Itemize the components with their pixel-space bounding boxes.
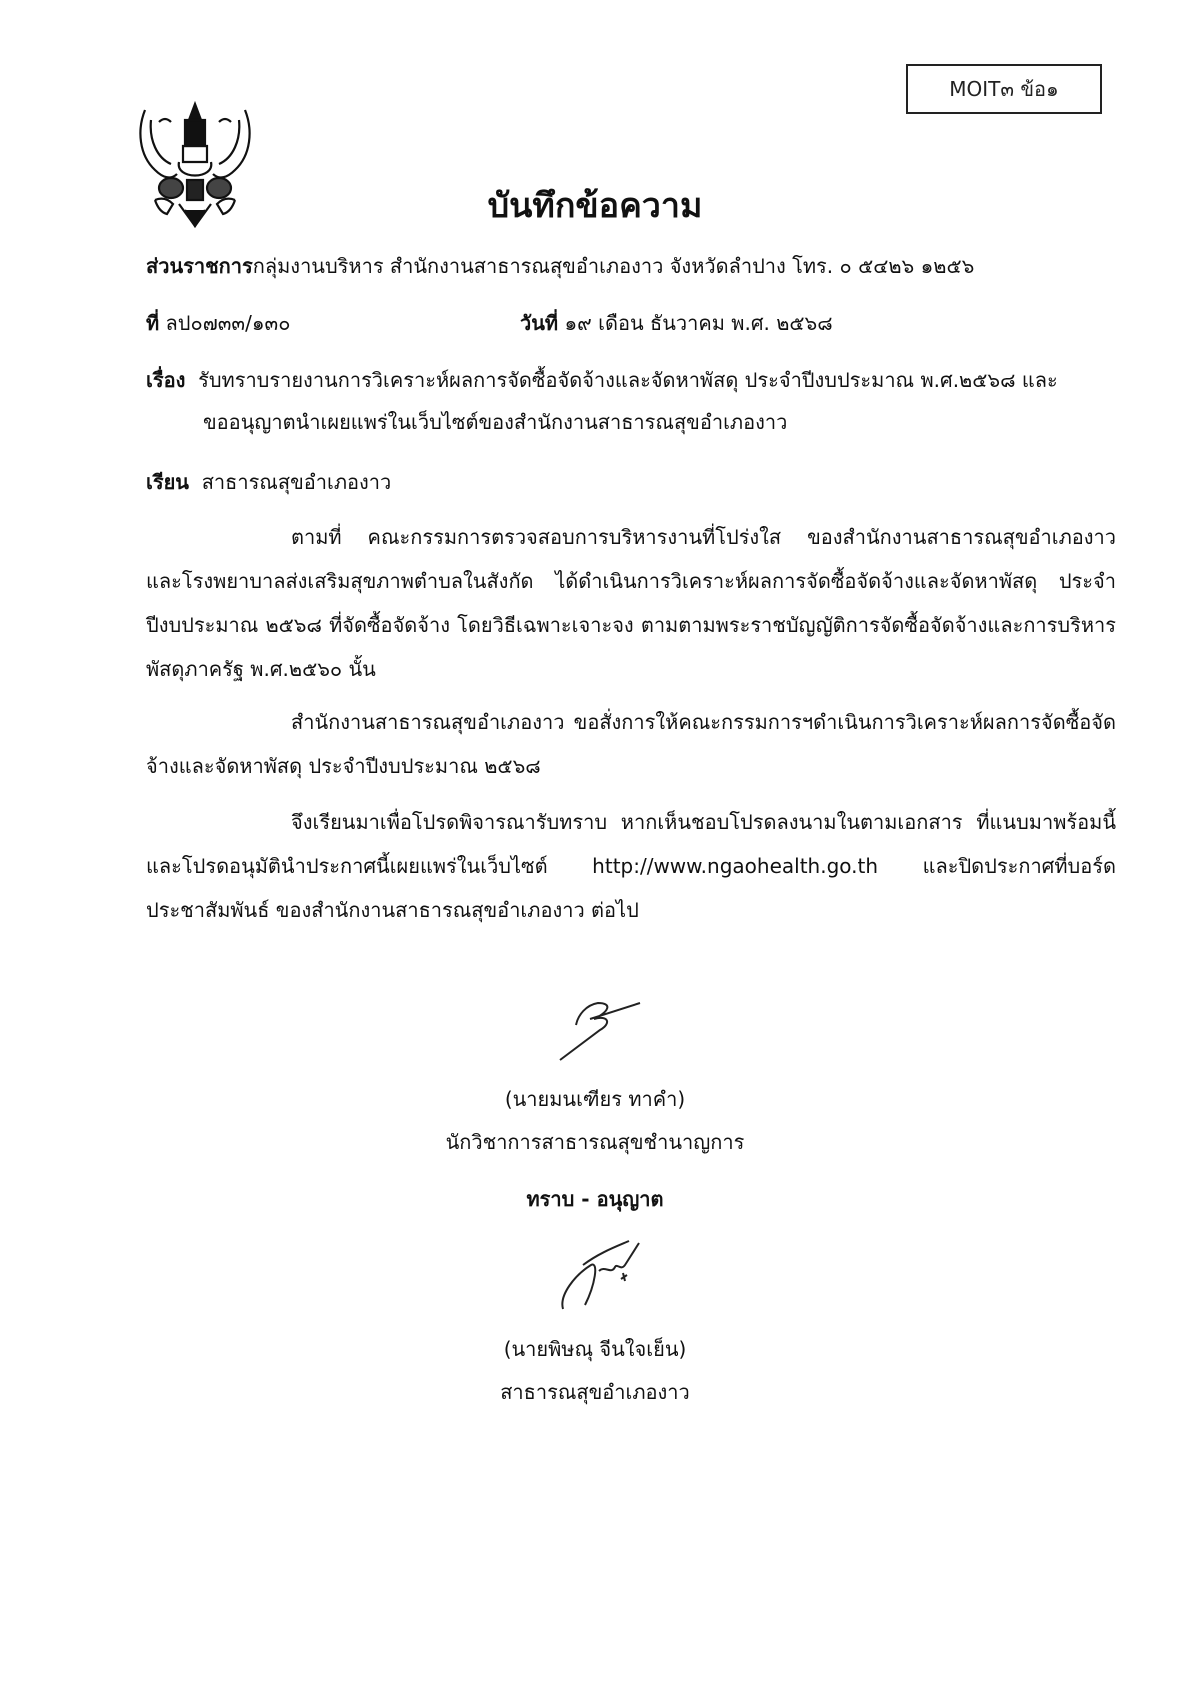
- page-title: บันทึกข้อความ: [487, 186, 703, 226]
- ref-number-label: ที่: [146, 311, 160, 335]
- body-paragraph-3: จึงเรียนมาเพื่อโปรดพิจารณารับทราบ หากเห็นชอบโปรดลงนามในตามเอกสาร ที่แนบมาพร้อมนี้ และโปรดอนุมัตินำประกาศนี้เผยแพร่ในเว็บไซต์ http://www.ngaohealth.go.th และปิดประกาศที่บอร์ดประชาสัมพันธ์ ของสำนักงานสาธารณสุขอำเภองาว ต่อไป: [146, 810, 1116, 922]
- date-line: [520, 307, 833, 339]
- ref-code-box: [906, 64, 1102, 114]
- signature-2-icon: [555, 1235, 655, 1315]
- ref-number-line: [146, 307, 290, 339]
- signature-1-icon: [550, 995, 650, 1065]
- signatory-2-name: (นายพิษณุ จีนใจเย็น): [503, 1337, 687, 1361]
- signatory-1-name: (นายมนเฑียร ทาคำ): [504, 1087, 686, 1111]
- date-value: ๑๙ เดือน ธันวาคม พ.ศ. ๒๕๖๘: [564, 311, 833, 335]
- ref-code: MOIT๓ ข้อ๑: [949, 77, 1059, 101]
- signatory-2-position: สาธารณสุขอำเภองาว: [500, 1380, 690, 1404]
- date-label: วันที่: [520, 311, 559, 335]
- subject-line: [146, 364, 1058, 396]
- department-label: ส่วนราชการ: [146, 254, 253, 278]
- approval-text: ทราบ - อนุญาต: [526, 1187, 664, 1211]
- body-paragraph-1: ตามที่ คณะกรรมการตรวจสอบการบริหารงานที่โปร่งใส ของสำนักงานสาธารณสุขอำเภองาว และโรงพยาบาลส่งเสริมสุขภาพตำบลในสังกัด ได้ดำเนินการวิเคราะห์ผลการจัดซื้อจัดจ้างและจัดหาพัสดุ ประจำปีงบประมาณ ๒๕๖๘ ที่จัดซื้อจัดจ้าง โดยวิธีเฉพาะเจาะจง ตามตามพระราชบัญญัติการจัดซื้อจัดจ้างและการบริหารพัสดุภาครัฐ พ.ศ.๒๕๖๐ นั้น: [146, 525, 1116, 681]
- subject-label: เรื่อง: [146, 368, 186, 392]
- ref-number-value: ลป๐๗๓๓/๑๓๐: [165, 311, 291, 335]
- body-paragraph-2: สำนักงานสาธารณสุขอำเภองาว ขอสั่งการให้คณะกรรมการฯดำเนินการวิเคราะห์ผลการจัดซื้อจัดจ้างและจัดหาพัสดุ ประจำปีงบประมาณ ๒๕๖๘: [146, 710, 1116, 778]
- subject-text-line2: ขออนุญาตนำเผยแพร่ในเว็บไซต์ของสำนักงานสาธารณสุขอำเภองาว: [203, 410, 788, 434]
- subject-text-line1: รับทราบรายงานการวิเคราะห์ผลการจัดซื้อจัดจ้างและจัดหาพัสดุ ประจำปีงบประมาณ พ.ศ.๒๕๖๘ และ: [198, 368, 1058, 392]
- to-value: สาธารณสุขอำเภองาว: [201, 470, 392, 494]
- department-line: [146, 250, 974, 282]
- department-value: กลุ่มงานบริหาร สำนักงานสาธารณสุขอำเภองาว จังหวัดลำปาง โทร. ๐ ๕๔๒๖ ๑๒๕๖: [252, 254, 975, 278]
- signatory-1-position: นักวิชาการสาธารณสุขชำนาญการ: [445, 1130, 745, 1154]
- to-line: [146, 466, 391, 498]
- subject-line-2: [203, 406, 787, 438]
- to-label: เรียน: [146, 470, 189, 494]
